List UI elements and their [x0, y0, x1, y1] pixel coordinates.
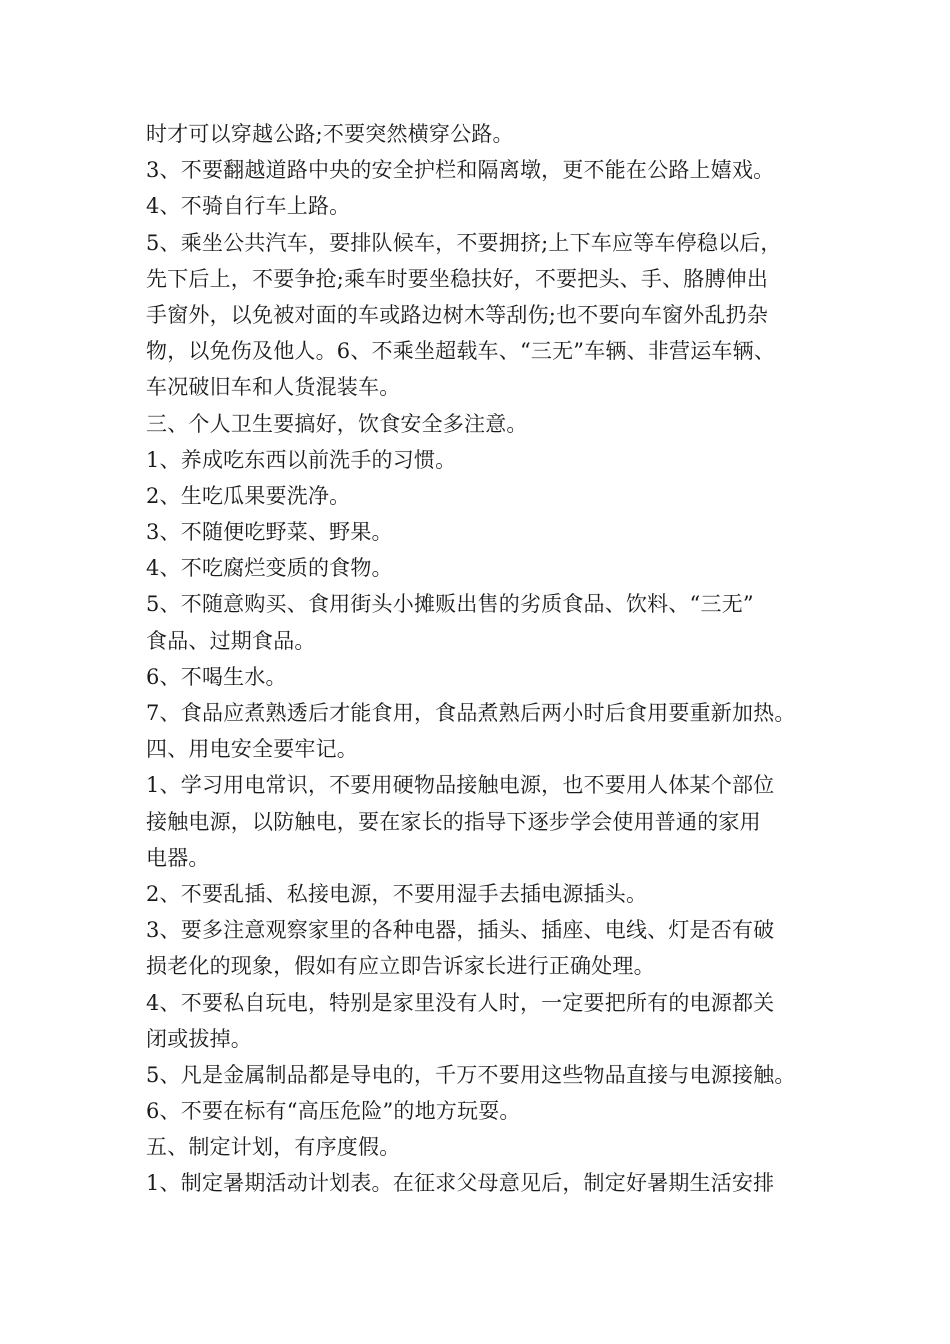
- text-line: 1、学习用电常识，不要用硬物品接触电源，也不要用人体某个部位: [146, 773, 775, 798]
- text-line: 食品、过期食品。: [146, 628, 316, 653]
- text-line: 1、制定暑期活动计划表。在征求父母意见后，制定好暑期生活安排: [146, 1171, 775, 1196]
- text-line: 2、不要乱插、私接电源，不要用湿手去插电源插头。: [146, 881, 648, 906]
- text-line: 6、不喝生水。: [146, 664, 287, 689]
- text-line: 5、乘坐公共汽车，要排队候车，不要拥挤;上下车应等车停稳以后，: [146, 230, 782, 255]
- text-line: 车况破旧车和人货混装车。: [146, 375, 401, 400]
- text-line: 物，以免伤及他人。6、不乘坐超载车、“三无”车辆、非营运车辆、: [146, 339, 776, 364]
- text-line: 电器。: [146, 845, 210, 870]
- section-heading: 五、制定计划，有序度假。: [146, 1135, 401, 1160]
- text-line: 3、不要翻越道路中央的安全护栏和隔离墩，更不能在公路上嬉戏。: [146, 158, 775, 183]
- text-line: 损老化的现象，假如有应立即告诉家长进行正确处理。: [146, 954, 655, 979]
- text-line: 2、生吃瓜果要洗净。: [146, 483, 351, 508]
- text-line: 5、不随意购买、食用街头小摊贩出售的劣质食品、饮料、“三无”: [146, 592, 754, 617]
- text-line: 4、不骑自行车上路。: [146, 194, 351, 219]
- text-line: 4、不吃腐烂变质的食物。: [146, 556, 393, 581]
- text-line: 手窗外，以免被对面的车或路边树木等刮伤;也不要向车窗外乱扔杂: [146, 302, 769, 327]
- text-line: 先下后上，不要争抢;乘车时要坐稳扶好，不要把头、手、胳膊伸出: [146, 266, 769, 291]
- text-line: 4、不要私自玩电，特别是家里没有人时，一定要把所有的电源都关: [146, 990, 775, 1015]
- text-line: 7、食品应煮熟透后才能食用，食品煮熟后两小时后食用要重新加热。: [146, 701, 796, 725]
- text-line: 时才可以穿越公路;不要突然横穿公路。: [146, 122, 514, 146]
- text-line: 1、养成吃东西以前洗手的习惯。: [146, 447, 457, 472]
- text-line: 接触电源，以防触电，要在家长的指导下逐步学会使用普通的家用: [146, 809, 761, 834]
- text-line: 3、不随便吃野菜、野果。: [146, 520, 393, 545]
- document-body: [146, 116, 836, 1202]
- text-line: 3、要多注意观察家里的各种电器，插头、插座、电线、灯是否有破: [146, 918, 775, 943]
- section-heading: 三、个人卫生要搞好，饮食安全多注意。: [146, 411, 528, 436]
- text-line: 6、不要在标有“高压危险”的地方玩耍。: [146, 1099, 521, 1124]
- text-line: 闭或拔掉。: [146, 1026, 252, 1051]
- text-line: 5、凡是金属制品都是导电的，千万不要用这些物品直接与电源接触。: [146, 1062, 796, 1087]
- section-heading: 四、用电安全要牢记。: [146, 737, 358, 762]
